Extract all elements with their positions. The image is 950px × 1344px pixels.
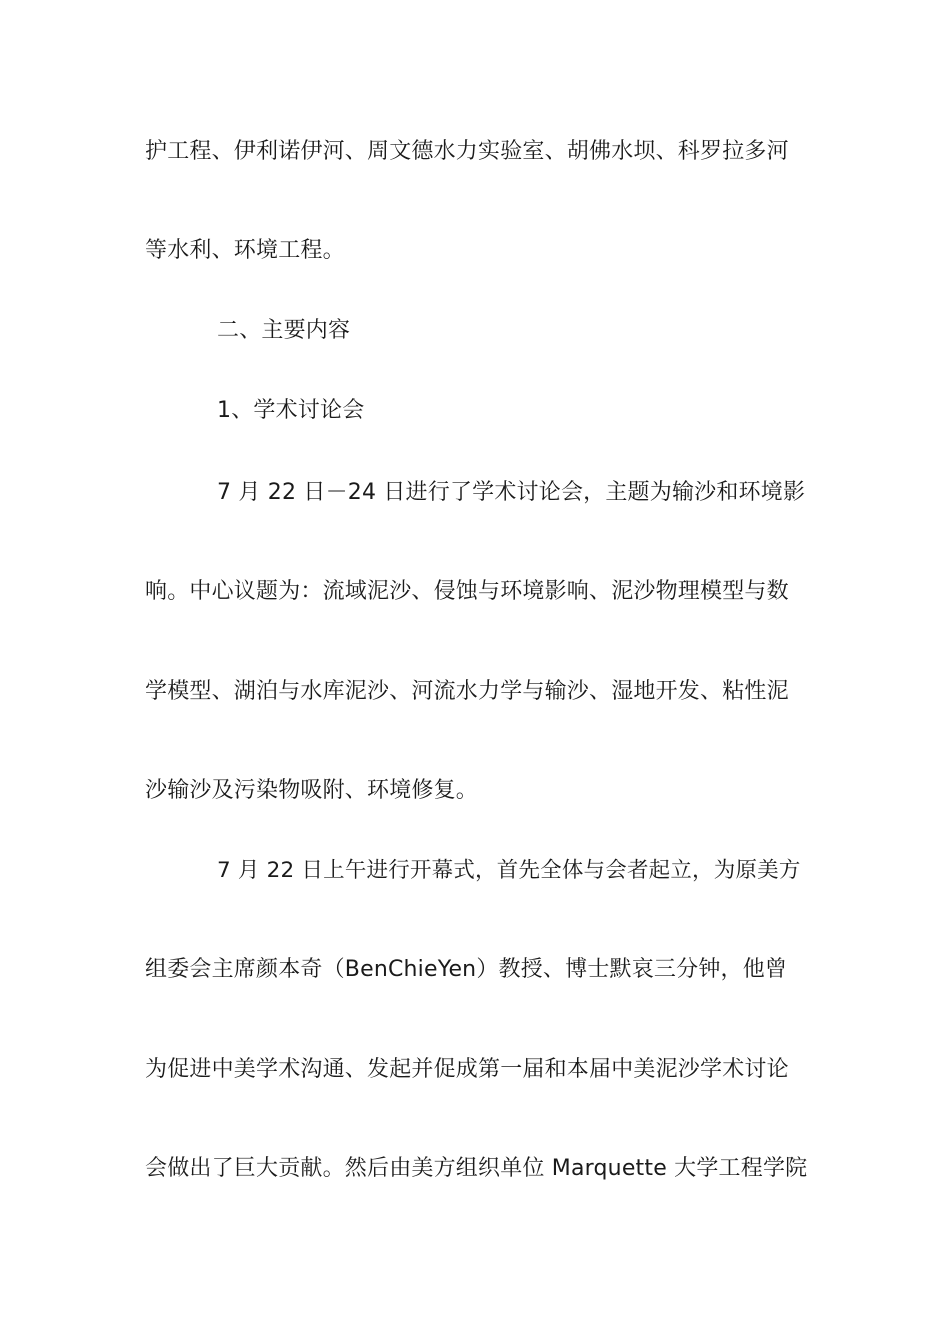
- text-line-8: 沙输沙及污染物吸附、环境修复。: [145, 778, 479, 803]
- text-line-5: 7 月 22 日－24 日进行了学术讨论会，主题为输沙和环境影: [217, 480, 806, 505]
- text-line-2: 等水利、环境工程。: [145, 238, 345, 263]
- text-line-10: 组委会主席颜本奇（BenChieYen）教授、博士默哀三分钟，他曾: [145, 957, 788, 982]
- text-line-12: 会做出了巨大贡献。然后由美方组织单位 Marquette 大学工程学院: [145, 1156, 808, 1181]
- subsection-heading-seminar: 1、学术讨论会: [217, 398, 365, 423]
- text-line-11: 为促进中美学术沟通、发起并促成第一届和本届中美泥沙学术讨论: [145, 1057, 789, 1082]
- text-line-9: 7 月 22 日上午进行开幕式，首先全体与会者起立，为原美方: [217, 858, 801, 883]
- text-line-1: 护工程、伊利诺伊河、周文德水力实验室、胡佛水坝、科罗拉多河: [145, 139, 789, 164]
- section-heading-main-content: 二、主要内容: [217, 318, 351, 343]
- text-line-7: 学模型、湖泊与水库泥沙、河流水力学与输沙、湿地开发、粘性泥: [145, 679, 789, 704]
- text-line-6: 响。中心议题为：流域泥沙、侵蚀与环境影响、泥沙物理模型与数: [145, 579, 789, 604]
